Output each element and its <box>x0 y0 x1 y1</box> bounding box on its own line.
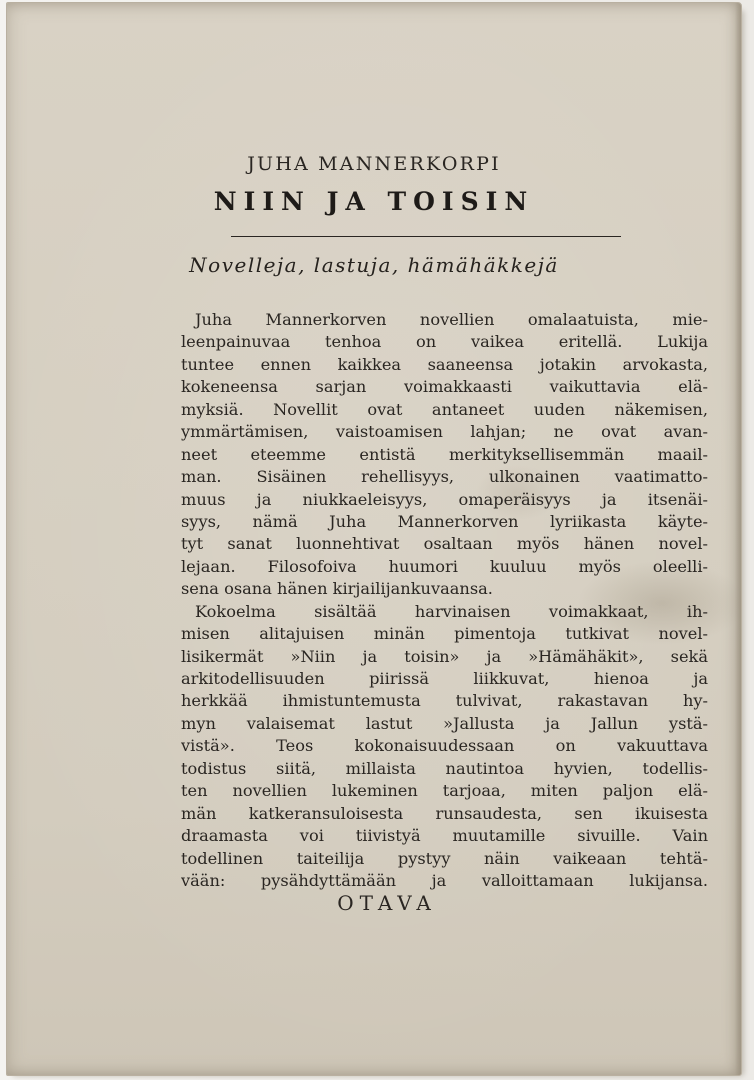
blurb-line: vään: pysähdyttämään ja valloittamaan lukijansa. <box>181 870 708 890</box>
blurb-line: Kokoelma sisältää harvinaisen voimakkaat, ih- <box>195 601 708 621</box>
book-back-cover <box>6 2 742 1076</box>
blurb-line: myksiä. Novellit ovat antaneet uuden näkemisen, <box>181 399 708 419</box>
blurb-line: todistus siitä, millaista nautintoa hyvien, todellis- <box>181 758 708 778</box>
blurb-line: arkitodellisuuden piirissä liikkuvat, hienoa ja <box>181 669 708 688</box>
blurb-line: myn valaisemat lastut »Jallusta ja Jallun ystä- <box>181 713 708 733</box>
book-title: NIIN JA TOISIN <box>213 187 535 216</box>
blurb-line: vistä». Teos kokonaisuudessaan on vakuuttava <box>181 736 708 756</box>
blurb-line: kokeneensa sarjan voimakkaasti vaikuttavia elä- <box>181 377 708 397</box>
book-subtitle: Novelleja, lastuja, hämähäkkejä <box>189 253 559 277</box>
blurb-line: muus ja niukkaeleisyys, omaperäisyys ja itsenäi- <box>181 489 708 509</box>
author-name: JUHA MANNERKORPI <box>247 153 501 175</box>
blurb-line: tuntee ennen kaikkea saaneensa jotakin arvokasta, <box>181 354 708 374</box>
blurb-line: herkkää ihmistuntemusta tulvivat, rakastavan hy- <box>181 691 708 711</box>
blurb-line: ten novellien lukeminen tarjoaa, miten paljon elä- <box>181 781 708 801</box>
blurb-line: ymmärtämisen, vaistoamisen lahjan; ne ovat avan- <box>181 422 708 442</box>
blurb-line: lejaan. Filosofoiva huumori kuuluu myös oleelli- <box>181 556 708 576</box>
blurb-line: misen alitajuisen minän pimentoja tutkivat novel- <box>181 624 708 644</box>
blurb-line: draamasta voi tiivistyä muutamille sivuille. Vain <box>181 826 708 846</box>
blurb-line: todellinen taiteilija pystyy näin vaikeaan tehtä- <box>181 848 708 868</box>
blurb-line: neet eteemme entistä merkityksellisemmän maail- <box>181 444 708 464</box>
blurb-line: tyt sanat luonnehtivat osaltaan myös hänen novel- <box>181 534 708 554</box>
blurb-line: män katkeransuloisesta runsaudesta, sen ikuisesta <box>181 803 708 823</box>
blurb-line: lisikermät »Niin ja toisin» ja »Hämähäkit», sekä <box>181 646 708 666</box>
blurb-line: man. Sisäinen rehellisyys, ulkonainen vaatimatto- <box>181 467 708 487</box>
blurb-line: Juha Mannerkorven novellien omalaatuista, mie- <box>195 310 708 329</box>
publisher-name: OTAVA <box>337 891 437 915</box>
blurb-text <box>181 309 708 892</box>
blurb-line: leenpainuvaa tenhoa on vaikea eritellä. Lukija <box>181 332 708 352</box>
blurb-line: syys, nämä Juha Mannerkorven lyriikasta käyte- <box>181 511 708 531</box>
title-divider <box>231 236 621 237</box>
blurb-line: sena osana hänen kirjailijankuvaansa. <box>181 579 493 599</box>
